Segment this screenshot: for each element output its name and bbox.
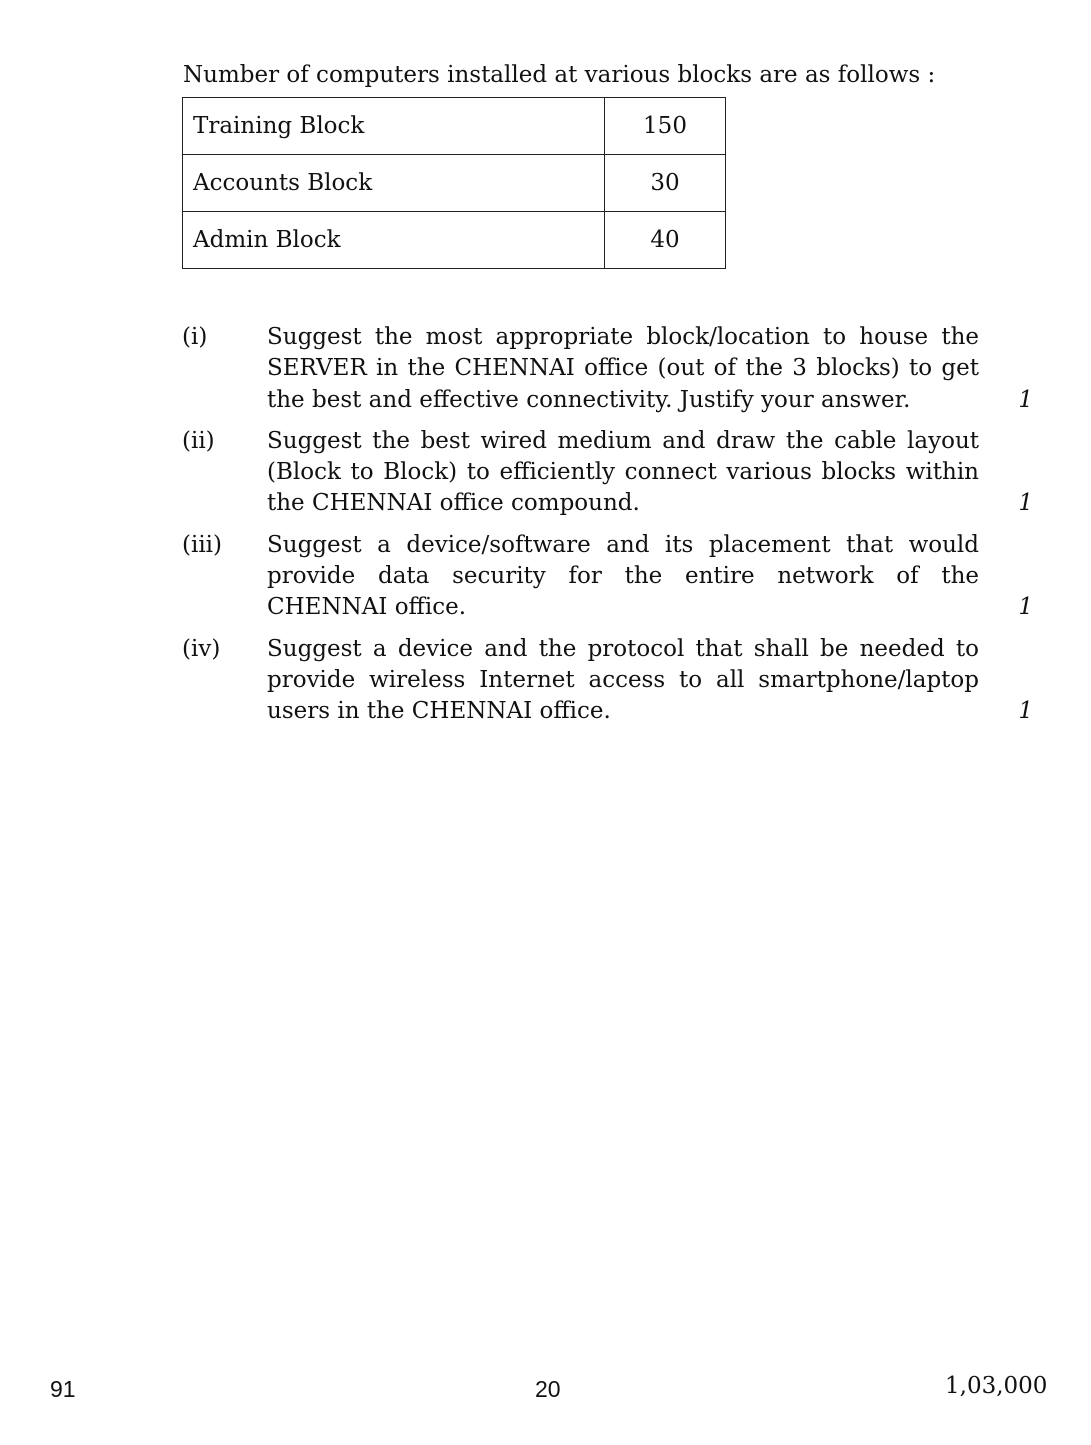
page-number: 20	[535, 1376, 561, 1402]
question-number: (iv)	[182, 635, 221, 662]
table-intro-text: Number of computers installed at various blocks are as follows :	[183, 62, 936, 88]
table-row	[183, 98, 726, 155]
table-row	[183, 155, 726, 212]
question-number: (iii)	[182, 531, 223, 558]
paper-code: 91	[50, 1376, 76, 1402]
question-text: Suggest a device and the protocol that shall be needed to provide wireless Internet access to all smartphone/laptop users in the CHENNAI office.	[267, 635, 979, 725]
print-count: 1,03,000	[945, 1373, 1048, 1399]
block-name-cell: Accounts Block	[183, 155, 605, 212]
question-marks: 1	[1018, 386, 1033, 413]
block-name-cell: Admin Block	[183, 212, 605, 269]
block-count-cell: 30	[605, 155, 726, 212]
question-item	[182, 530, 1042, 624]
question-text: Suggest the best wired medium and draw the cable layout (Block to Block) to efficiently connect various blocks within the CHENNAI office compound.	[267, 427, 979, 517]
block-count-cell: 150	[605, 98, 726, 155]
question-list	[182, 322, 1042, 738]
question-item	[182, 426, 1042, 520]
question-item	[182, 634, 1042, 728]
question-item	[182, 322, 1042, 416]
question-marks: 1	[1018, 490, 1033, 517]
question-number: (i)	[182, 324, 208, 350]
question-number: (ii)	[182, 427, 215, 454]
question-text: Suggest a device/software and its placement that would provide data security for the entire network of the CHENNAI office.	[267, 531, 979, 621]
question-marks: 1	[1018, 594, 1033, 621]
block-name-cell: Training Block	[183, 98, 605, 155]
question-marks: 1	[1018, 698, 1033, 725]
block-count-cell: 40	[605, 212, 726, 269]
computers-per-block-table	[182, 97, 726, 269]
question-text: Suggest the most appropriate block/location to house the SERVER in the CHENNAI office (out of the 3 blocks) to get the best and effective connectivity. Justify your answer.	[267, 324, 979, 413]
table-row	[183, 212, 726, 269]
